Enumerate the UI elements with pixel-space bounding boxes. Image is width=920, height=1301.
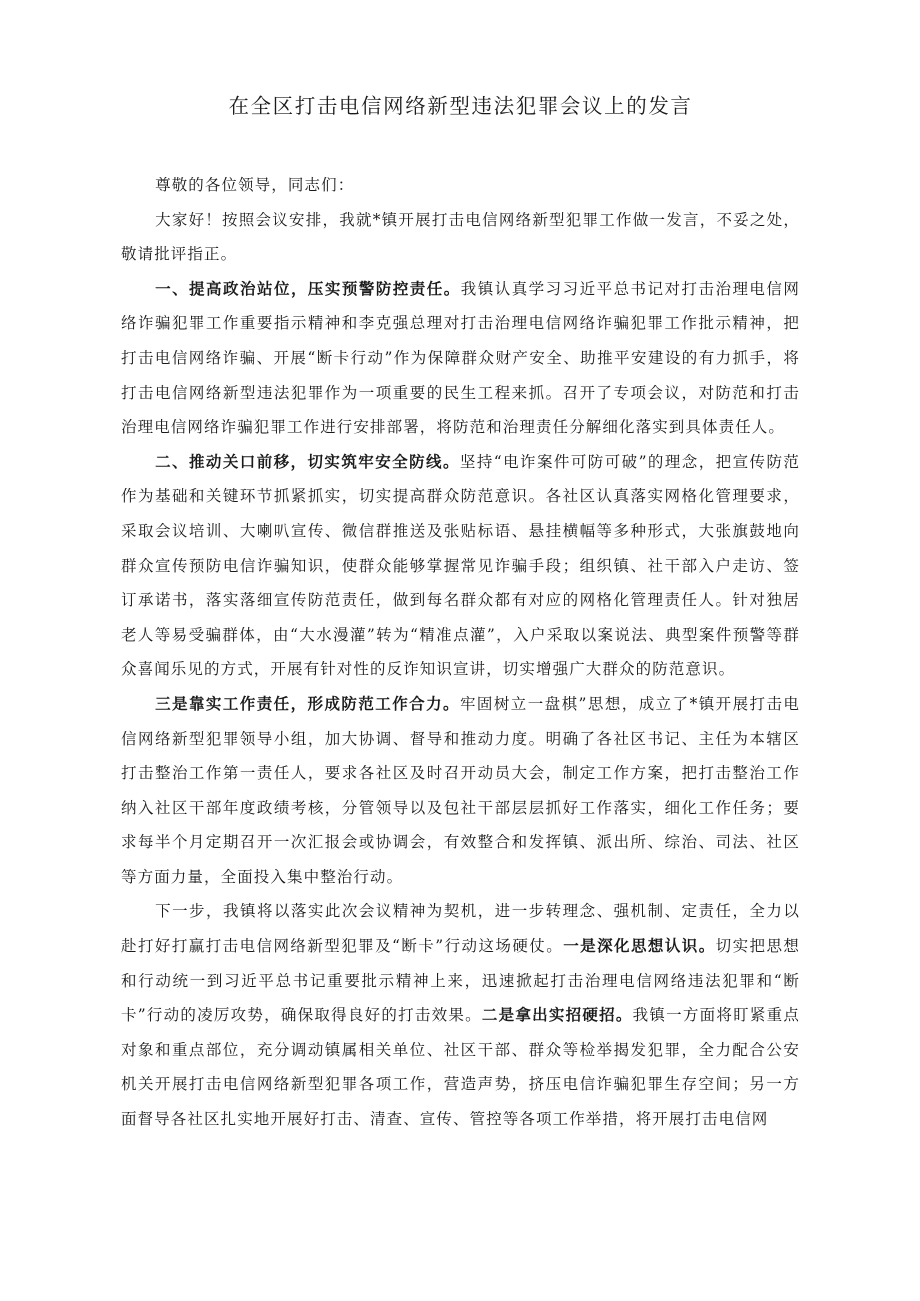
section-2-body: 坚持“电诈案件可防可破”的理念，把宣传防范作为基础和关键环节抓紧抓实，切实提高群众防范意识。各社区认真落实网格化管理要求，采取会议培训、大喇叭宣传、微信群推送及张贴标语、悬挂横幅等多种形式，大张旗鼓地向群众宣传预防电信诈骗知识，使群众能够掌握常见诈骗手段；组织镇、社干部入户走访、签订承诺书，落实落细宣传防范责任，做到每名群众都有对应的网格化管理责任人。针对独居老人等易受骗群体，由“大水漫灌”转为“精准点灌”，入户采取以案说法、典型案件预警等群众喜闻乐见的方式，开展有针对性的反诈知识宣讲，切实增强广大群众的防范意识。 [121, 452, 800, 679]
section-1-paragraph [121, 272, 800, 445]
document-title: 在全区打击电信网络新型违法犯罪会议上的发言 [228, 94, 693, 118]
next-steps-intro: 下一步，我镇将以落实此次会议精神为契机，进一步转理念、强机制、定责任，全力以赴打好打赢打击电信网络新型犯罪及“断卡”行动这场硬仗。 [121, 902, 800, 956]
section-3-paragraph [121, 687, 800, 895]
next-steps-paragraph [121, 894, 800, 1136]
section-3-heading: 三是靠实工作责任，形成防范工作合力。 [155, 693, 460, 713]
next-steps-point-2-body: 我镇一方面将盯紧重点对象和重点部位，充分调动镇属相关单位、社区干部、群众等检举揭发犯罪，全力配合公安机关开展打击电信网络新型犯罪各项工作，营造声势，挤压电信诈骗犯罪生存空间；另一方面督导各社区扎实地开展好打击、清查、宣传、管控等各项工作举措，将开展打击电信网 [121, 1006, 800, 1129]
salutation: 尊敬的各位领导，同志们： [155, 176, 355, 194]
section-3-body: 牢固树立一盘棋”思想，成立了*镇开展打击电信网络新型犯罪领导小组，加大协调、督导和推动力度。明确了各社区书记、主任为本辖区打击整治工作第一责任人，要求各社区及时召开动员大会，制定工作方案，把打击整治工作纳入社区干部年度政绩考核，分管领导以及包社干部层层抓好工作落实，细化工作任务；要求每半个月定期召开一次汇报会或协调会，有效整合和发挥镇、派出所、综治、司法、社区等方面力量，全面投入集中整治行动。 [121, 694, 800, 886]
next-steps-point-1-body: 切实把思想和行动统一到习近平总书记重要批示精神上来，迅速掀起打击治理电信网络违法犯罪和“断卡”行动的凌厉攻势，确保取得良好的打击效果。 [121, 937, 800, 1025]
next-steps-point-2-heading: 二是拿出实招硬招。 [481, 1005, 633, 1025]
section-1-heading: 一、提高政治站位，压实预警防控责任。 [155, 278, 461, 298]
section-2-paragraph [121, 445, 800, 687]
intro-paragraph: 大家好！按照会议安排，我就*镇开展打击电信网络新型犯罪工作做一发言，不妥之处，敬请批评指正。 [121, 210, 800, 264]
section-1-body: 我镇认真学习习近平总书记对打击治理电信网络诈骗犯罪工作重要指示精神和李克强总理对打击治理电信网络诈骗犯罪工作批示精神，把打击电信网络诈骗、开展“断卡行动”作为保障群众财产安全、助推平安建设的有力抓手，将打击电信网络新型违法犯罪作为一项重要的民生工程来抓。召开了专项会议，对防范和打击治理电信网络诈骗犯罪工作进行安排部署，将防范和治理责任分解细化落实到具体责任人。 [121, 279, 800, 437]
section-2-heading: 二、推动关口前移，切实筑牢安全防线。 [155, 451, 460, 471]
next-steps-point-1-heading: 一是深化思想认识。 [563, 936, 716, 956]
